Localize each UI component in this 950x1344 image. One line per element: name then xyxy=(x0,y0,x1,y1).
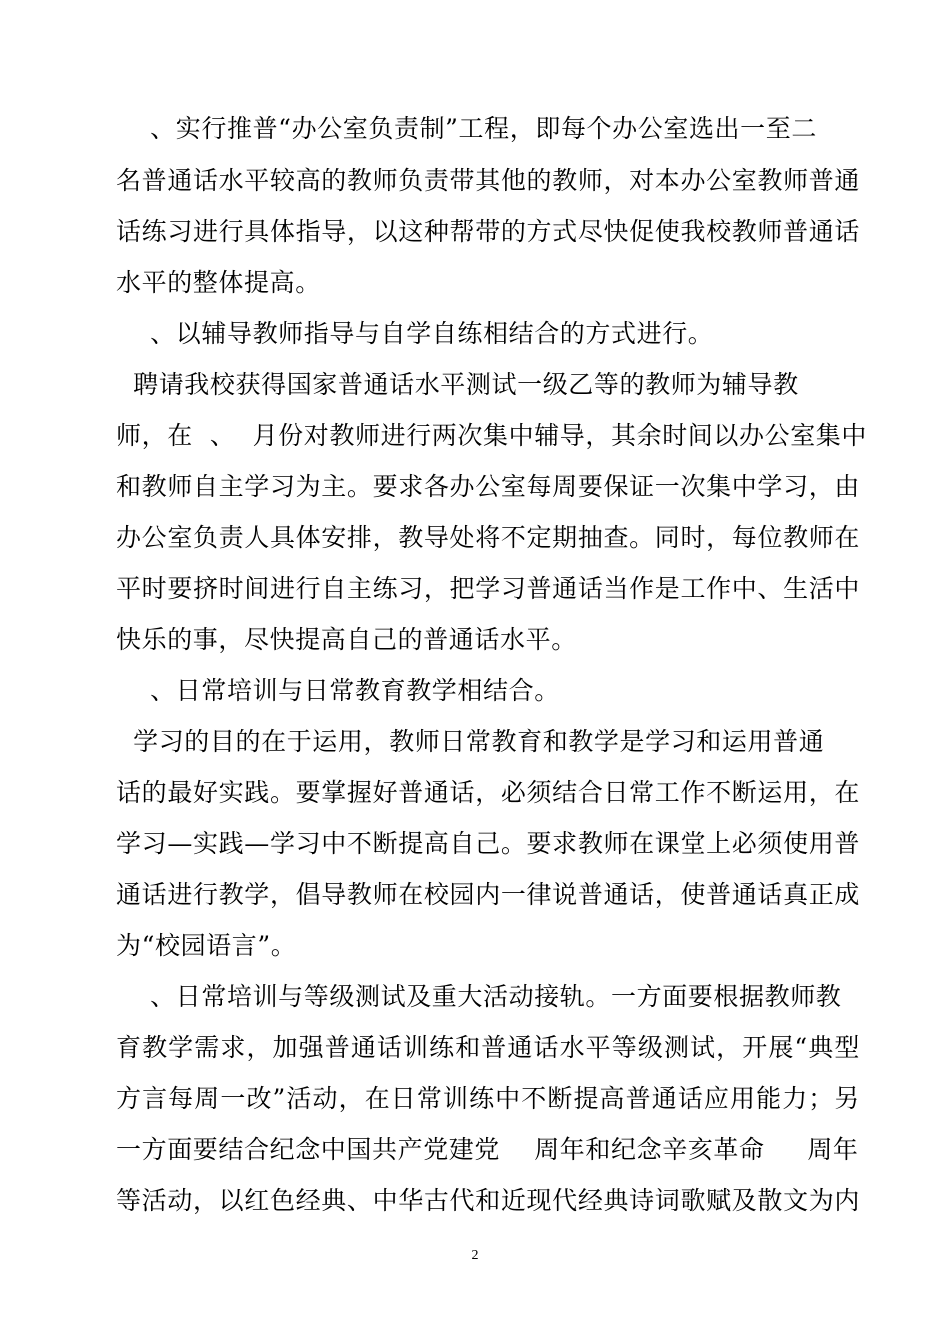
text-line: 方言每周一改”活动，在日常训练中不断提高普通话应用能力；另 xyxy=(116,1084,860,1113)
text-line: 师，在 、 月份对教师进行两次集中辅导，其余时间以办公室集中 xyxy=(116,421,867,450)
text-line: 学习—实践—学习中不断提高自己。要求教师在课堂上必须使用普 xyxy=(116,829,860,858)
text-line: 通话进行教学，倡导教师在校园内一律说普通话，使普通话真正成 xyxy=(116,880,860,909)
text-line: 名普通话水平较高的教师负责带其他的教师，对本办公室教师普通 xyxy=(116,166,860,195)
text-line: 水平的整体提高。 xyxy=(116,268,321,297)
text-line: 为“校园语言”。 xyxy=(116,931,297,960)
text-line: 快乐的事，尽快提高自己的普通话水平。 xyxy=(116,625,577,654)
text-line: 、日常培训与日常教育教学相结合。 xyxy=(116,676,560,705)
text-line: 和教师自主学习为主。要求各办公室每周要保证一次集中学习，由 xyxy=(116,472,860,501)
page-number: 2 xyxy=(471,1248,479,1263)
text-line: 话的最好实践。要掌握好普通话，必须结合日常工作不断运用，在 xyxy=(116,778,860,807)
text-line: 育教学需求，加强普通话训练和普通话水平等级测试，开展“典型 xyxy=(116,1033,860,1062)
text-line: 、日常培训与等级测试及重大活动接轨。一方面要根据教师教 xyxy=(116,982,842,1011)
text-line: 等活动，以红色经典、中华古代和近现代经典诗词歌赋及散文为内 xyxy=(116,1186,860,1215)
text-line: 聘请我校获得国家普通话水平测试一级乙等的教师为辅导教 xyxy=(116,370,799,399)
text-line: 学习的目的在于运用，教师日常教育和教学是学习和运用普通 xyxy=(116,727,825,756)
text-line: 、实行推普“办公室负责制”工程，即每个办公室选出一至二 xyxy=(116,114,817,143)
text-line: 办公室负责人具体安排，教导处将不定期抽查。同时，每位教师在 xyxy=(116,523,860,552)
text-line: 平时要挤时间进行自主练习，把学习普通话当作是工作中、生活中 xyxy=(116,574,860,603)
text-line: 话练习进行具体指导，以这种帮带的方式尽快促使我校教师普通话 xyxy=(116,217,860,246)
text-line: 一方面要结合纪念中国共产党建党 周年和纪念辛亥革命 周年 xyxy=(116,1135,859,1164)
text-line: 、以辅导教师指导与自学自练相结合的方式进行。 xyxy=(116,319,714,348)
